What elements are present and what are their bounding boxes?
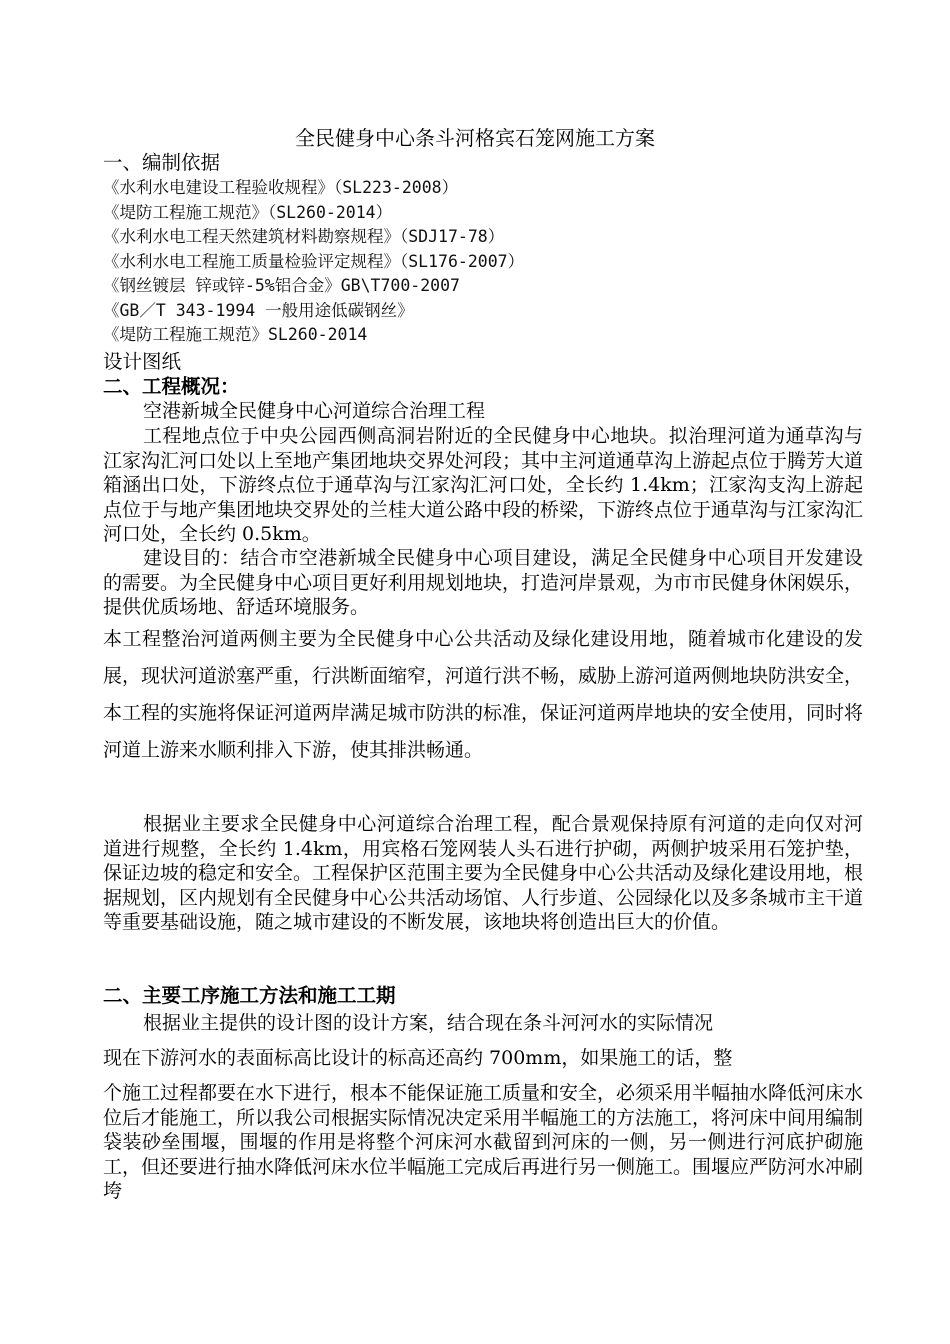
reference-item: 《堤防工程施工规范》（SL260-2014） — [103, 202, 393, 222]
methods-paragraph-line1: 根据业主提供的设计图的设计方案，结合现在条斗河河水的实际情况 — [143, 1012, 714, 1034]
section-heading-basis: 一、编制依据 — [103, 151, 221, 174]
project-name: 空港新城全民健身中心河道综合治理工程 — [143, 400, 486, 422]
reference-item: 《GB／T 343-1994 一般用途低碳钢丝》 — [103, 300, 414, 320]
section-heading-overview: 二、工程概况： — [103, 375, 240, 398]
reference-list — [103, 176, 863, 348]
overview-paragraph-requirements: 根据业主要求全民健身中心河道综合治理工程，配合景观保持原有河道的走向仅对河道进行规整，全长约 1.4km，用宾格石笼网装人头石进行护砌，两侧护坡采用石笼护垫，保证边坡的稳定和安全。工程保护区范围主要为全民健身中心公共活动及绿化建设用地，根据规划，区内规划有全民健身中心公共活动场馆、人行步道、公园绿化以及多条城市主干道等重要基础设施，随之城市建设的不断发展，该地块将创造出巨大的价值。 — [103, 813, 864, 933]
overview-paragraph-purpose: 建设目的：结合市空港新城全民健身中心项目建设，满足全民健身中心项目开发建设的需要。为全民健身中心项目更好利用规划地块，打造河岸景观，为市市民健身休闲娱乐，提供优质场地、舒适环境服务。 — [103, 547, 864, 618]
reference-item: 《水利水电建设工程验收规程》（SL223-2008） — [103, 178, 459, 197]
reference-item: 《水利水电工程天然建筑材料勘察规程》（SDJ17-78） — [103, 227, 505, 246]
design-drawings-label: 设计图纸 — [103, 350, 182, 373]
reference-item: 《堤防工程施工规范》SL260-2014 — [103, 325, 368, 344]
reference-item: 《钢丝镀层 锌或锌-5%铝合金》GB\T700-2007 — [103, 276, 460, 295]
overview-paragraph-location: 工程地点位于中央公园西侧高洞岩附近的全民健身中心地块。拟治理河道为通草沟与江家沟汇河口处以上至地产集团地块交界处河段；其中主河道通草沟上游起点位于腾芳大道箱涵出口处，下游终点位于通草沟与江家沟汇河口处，全长约 1.4km；江家沟支沟上游起点位于与地产集团地块交界处的兰桂大道公路中段的桥梁，下游终点位于通草沟与江家沟汇河口处，全长约 0.5km。 — [103, 425, 864, 545]
document-title: 全民健身中心条斗河格宾石笼网施工方案 — [295, 126, 655, 150]
reference-item: 《水利水电工程施工质量检验评定规程》（SL176-2007） — [103, 251, 525, 271]
overview-paragraph-scope: 本工程整治河道两侧主要为全民健身中心公共活动及绿化建设用地，随着城市化建设的发展，现状河道淤塞严重，行洪断面缩窄，河道行洪不畅，威胁上游河道两侧地块防洪安全，本工程的实施将保证河道两岸满足城市防洪的标准，保证河道两岸地块的安全使用，同时将河道上游来水顺利排入下游，使其排洪畅通。 — [103, 628, 864, 761]
section-heading-methods: 二、主要工序施工方法和施工工期 — [103, 984, 396, 1007]
methods-paragraph-line2: 现在下游河水的表面标高比设计的标高还高约 700mm，如果施工的话，整 — [103, 1047, 733, 1069]
methods-paragraph-body: 个施工过程都要在水下进行，根本不能保证施工质量和安全，必须采用半幅抽水降低河床水位后才能施工，所以我公司根据实际情况决定采用半幅施工的方法施工，将河床中间用编制袋装砂垒围堰，围堰的作用是将整个河床河水截留到河床的一侧，另一侧进行河底护砌施工，但还要进行抽水降低河床水位半幅施工完成后再进行另一侧施工。围堰应严防河水冲刷垮 — [103, 1082, 864, 1202]
